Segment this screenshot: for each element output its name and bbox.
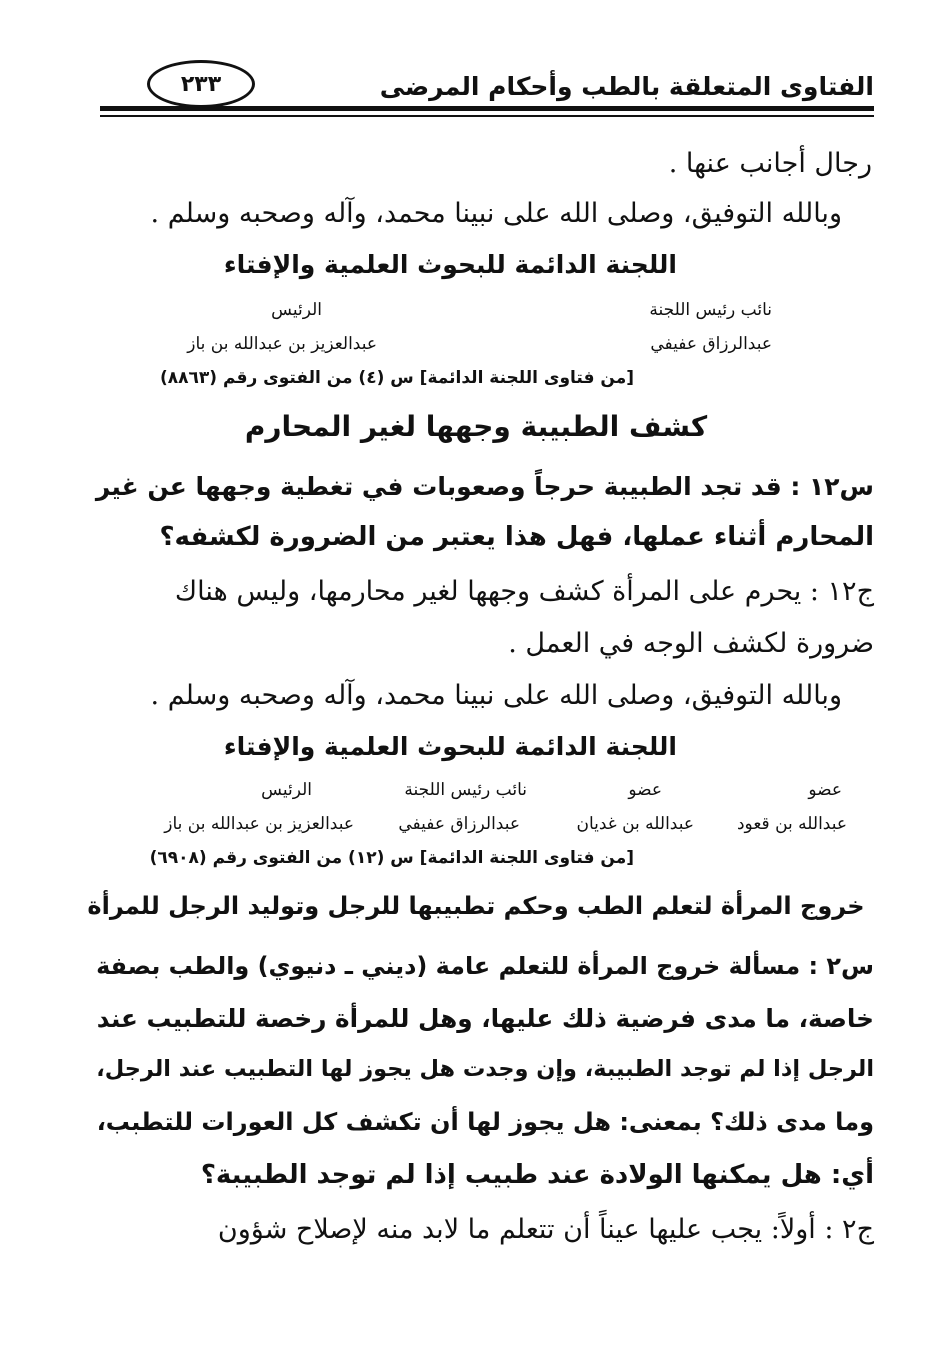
signatory-name: عبدالعزيز بن عبدالله بن باز <box>164 814 354 834</box>
committee-name: اللجنة الدائمة للبحوث العلمية والإفتاء <box>223 732 677 761</box>
answer-line: ج٢ : أولاً: يجب عليها عيناً أن تتعلم ما لابد منه لإصلاح شؤون <box>217 1214 874 1245</box>
signatory-name: عبدالله بن غديان <box>576 814 694 834</box>
fatwa-reference: [من فتاوى اللجنة الدائمة] س (٤) من الفتوى رقم (٨٨٦٣) <box>160 368 634 388</box>
committee-name: اللجنة الدائمة للبحوث العلمية والإفتاء <box>223 250 677 279</box>
signatory-role: عضو <box>628 780 662 800</box>
running-title: الفتاوى المتعلقة بالطب وأحكام المرضى <box>379 72 874 101</box>
closing-line: وبالله التوفيق، وصلى الله على نبينا محمد، وآله وصحبه وسلم . <box>150 198 842 229</box>
signatory-role: الرئيس <box>261 780 312 800</box>
signatory-role: نائب رئيس اللجنة <box>404 780 527 800</box>
question-line: أي: هل يمكنها الولادة عند طبيب إذا لم توجد الطبيبة؟ <box>200 1160 874 1190</box>
signatory-name: عبدالرزاق عفيفي <box>650 334 772 354</box>
closing-line: وبالله التوفيق، وصلى الله على نبينا محمد، وآله وصحبه وسلم . <box>150 680 842 711</box>
signatory-role: الرئيس <box>271 300 322 320</box>
question-line: خاصة، ما مدى فرضية ذلك عليها، وهل للمرأة رخصة للتطبيب عند <box>96 1004 874 1033</box>
question-line: وما مدى ذلك؟ بمعنى: هل يجوز لها أن تكشف كل العورات للتطبب، <box>96 1108 874 1136</box>
question-line: الرجل إذا لم توجد الطبيبة، وإن وجدت هل يجوز لها التطبيب عند الرجل، <box>96 1056 874 1082</box>
body-line: رجال أجانب عنها . <box>668 148 872 179</box>
signatory-name: عبدالرزاق عفيفي <box>398 814 520 834</box>
question-line: المحارم أثناء عملها، فهل هذا يعتبر من الضرورة لكشفه؟ <box>159 522 874 552</box>
question-line: س١٢ : قد تجد الطبيبة حرجاً وصعوبات في تغطية وجهها عن غير <box>95 472 874 501</box>
signatory-role: نائب رئيس اللجنة <box>649 300 772 320</box>
answer-line: ج١٢ : يحرم على المرأة كشف وجهها لغير محارمها، وليس هناك <box>174 576 874 607</box>
fatwa-reference: [من فتاوى اللجنة الدائمة] س (١٢) من الفتوى رقم (٦٩٠٨) <box>149 848 634 868</box>
signatory-role: عضو <box>808 780 842 800</box>
section-title: كشف الطبيبة وجهها لغير المحارم <box>244 410 708 443</box>
signatory-name: عبدالعزيز بن عبدالله بن باز <box>187 334 377 354</box>
header-rule-thin <box>100 115 874 117</box>
question-line: س٢ : مسألة خروج المرأة للتعلم عامة (ديني ـ دنيوي) والطب بصفة <box>96 952 874 980</box>
page-number: ٢٣٣ <box>147 60 255 108</box>
signatory-name: عبدالله بن قعود <box>736 814 847 834</box>
section-title: خروج المرأة لتعلم الطب وحكم تطبيبها للرجل وتوليد الرجل للمرأة <box>87 892 865 920</box>
answer-line: ضرورة لكشف الوجه في العمل . <box>508 628 874 659</box>
